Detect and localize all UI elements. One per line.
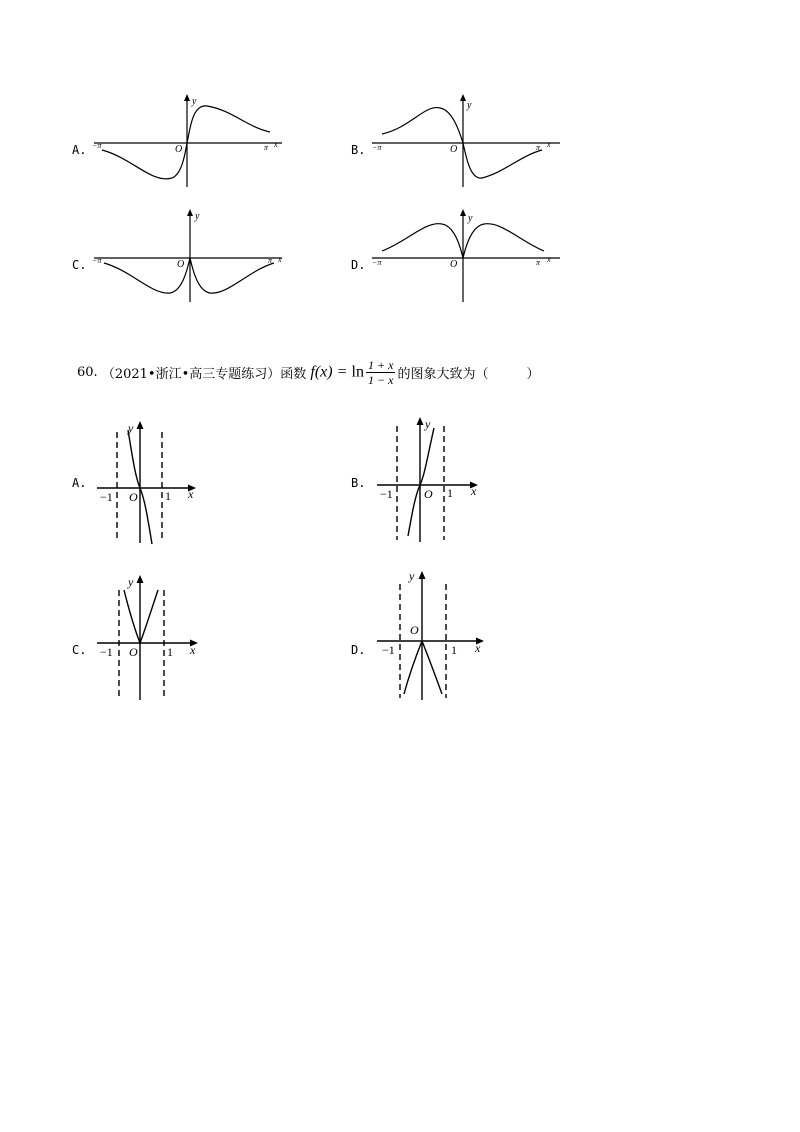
neg-one-label: −1 bbox=[382, 643, 395, 657]
origin-label: O bbox=[129, 645, 138, 659]
question-close-paren: ） bbox=[526, 367, 540, 382]
y-axis-arrow bbox=[184, 94, 190, 101]
y-axis-arrow bbox=[460, 209, 466, 216]
pi-label: π bbox=[264, 143, 269, 152]
curve bbox=[408, 428, 434, 536]
origin-label: O bbox=[129, 490, 138, 504]
top-graph-a bbox=[92, 92, 292, 192]
origin-label: O bbox=[177, 259, 185, 270]
bottom-graph-b bbox=[372, 414, 502, 546]
x-label: x bbox=[547, 255, 551, 264]
question-text-before: 函数 bbox=[280, 367, 307, 382]
y-label: y bbox=[467, 100, 472, 111]
curve bbox=[102, 106, 270, 179]
option-label-c-top: C. bbox=[72, 258, 87, 272]
neg-pi-label: −π bbox=[92, 256, 102, 265]
origin-label: O bbox=[410, 623, 419, 637]
y-label: y bbox=[425, 417, 431, 431]
x-label: x bbox=[188, 487, 194, 501]
one-label: 1 bbox=[167, 645, 173, 659]
neg-one-label: −1 bbox=[100, 490, 113, 504]
y-label: y bbox=[468, 213, 473, 224]
top-graph-b bbox=[370, 92, 570, 192]
x-label: x bbox=[475, 641, 481, 655]
top-graph-c bbox=[92, 207, 292, 307]
pi-label: π bbox=[536, 143, 541, 152]
top-graph-d bbox=[370, 207, 570, 307]
curve bbox=[124, 590, 158, 643]
question-line bbox=[77, 358, 539, 387]
bottom-graph-c bbox=[92, 572, 222, 704]
function-name: f(x) = bbox=[310, 363, 348, 381]
question-source: （2021•浙江•高三专题练习） bbox=[101, 367, 281, 382]
x-label: x bbox=[274, 140, 278, 149]
neg-pi-label: −π bbox=[372, 143, 382, 152]
pi-label: π bbox=[268, 256, 273, 265]
option-label-b-bottom: B. bbox=[351, 476, 366, 490]
y-label: y bbox=[195, 211, 200, 222]
origin-label: O bbox=[450, 259, 458, 270]
curve bbox=[104, 258, 274, 293]
bottom-graph-a bbox=[92, 418, 222, 546]
one-label: 1 bbox=[165, 489, 171, 503]
pi-label: π bbox=[536, 258, 541, 267]
option-label-c-bottom: C. bbox=[72, 643, 87, 657]
origin-label: O bbox=[450, 144, 458, 155]
bottom-graph-d bbox=[372, 568, 502, 702]
y-label: y bbox=[409, 569, 415, 583]
question-number: 60. bbox=[77, 365, 98, 380]
neg-one-label: −1 bbox=[380, 487, 393, 501]
fraction-numerator: 1 + x bbox=[368, 358, 394, 372]
option-label-b-top: B. bbox=[351, 143, 366, 157]
y-axis-arrow bbox=[137, 421, 144, 429]
x-label: x bbox=[547, 140, 551, 149]
y-axis-arrow bbox=[137, 575, 144, 583]
option-label-d-top: D. bbox=[351, 258, 366, 272]
option-label-d-bottom: D. bbox=[351, 643, 366, 657]
y-label: y bbox=[128, 421, 134, 435]
option-label-a-top: A. bbox=[72, 143, 87, 157]
curve bbox=[404, 641, 442, 694]
y-axis-arrow bbox=[187, 209, 193, 216]
question-text-after: 的图象大致为（ bbox=[397, 367, 489, 382]
one-label: 1 bbox=[451, 643, 457, 657]
one-label: 1 bbox=[447, 486, 453, 500]
option-label-a-bottom: A. bbox=[72, 476, 87, 490]
x-label: x bbox=[471, 484, 477, 498]
y-axis-arrow bbox=[460, 94, 466, 101]
x-label: x bbox=[190, 643, 196, 657]
ln-symbol: ln bbox=[351, 363, 364, 381]
neg-pi-label: −π bbox=[92, 141, 102, 150]
y-axis-arrow bbox=[417, 417, 424, 425]
y-label: y bbox=[128, 575, 134, 589]
y-label: y bbox=[192, 96, 197, 107]
neg-one-label: −1 bbox=[100, 645, 113, 659]
origin-label: O bbox=[175, 144, 183, 155]
fraction-denominator: 1 − x bbox=[368, 373, 394, 387]
origin-label: O bbox=[424, 487, 433, 501]
x-label: x bbox=[278, 255, 282, 264]
fraction bbox=[366, 358, 395, 387]
neg-pi-label: −π bbox=[372, 258, 382, 267]
y-axis-arrow bbox=[419, 571, 426, 579]
